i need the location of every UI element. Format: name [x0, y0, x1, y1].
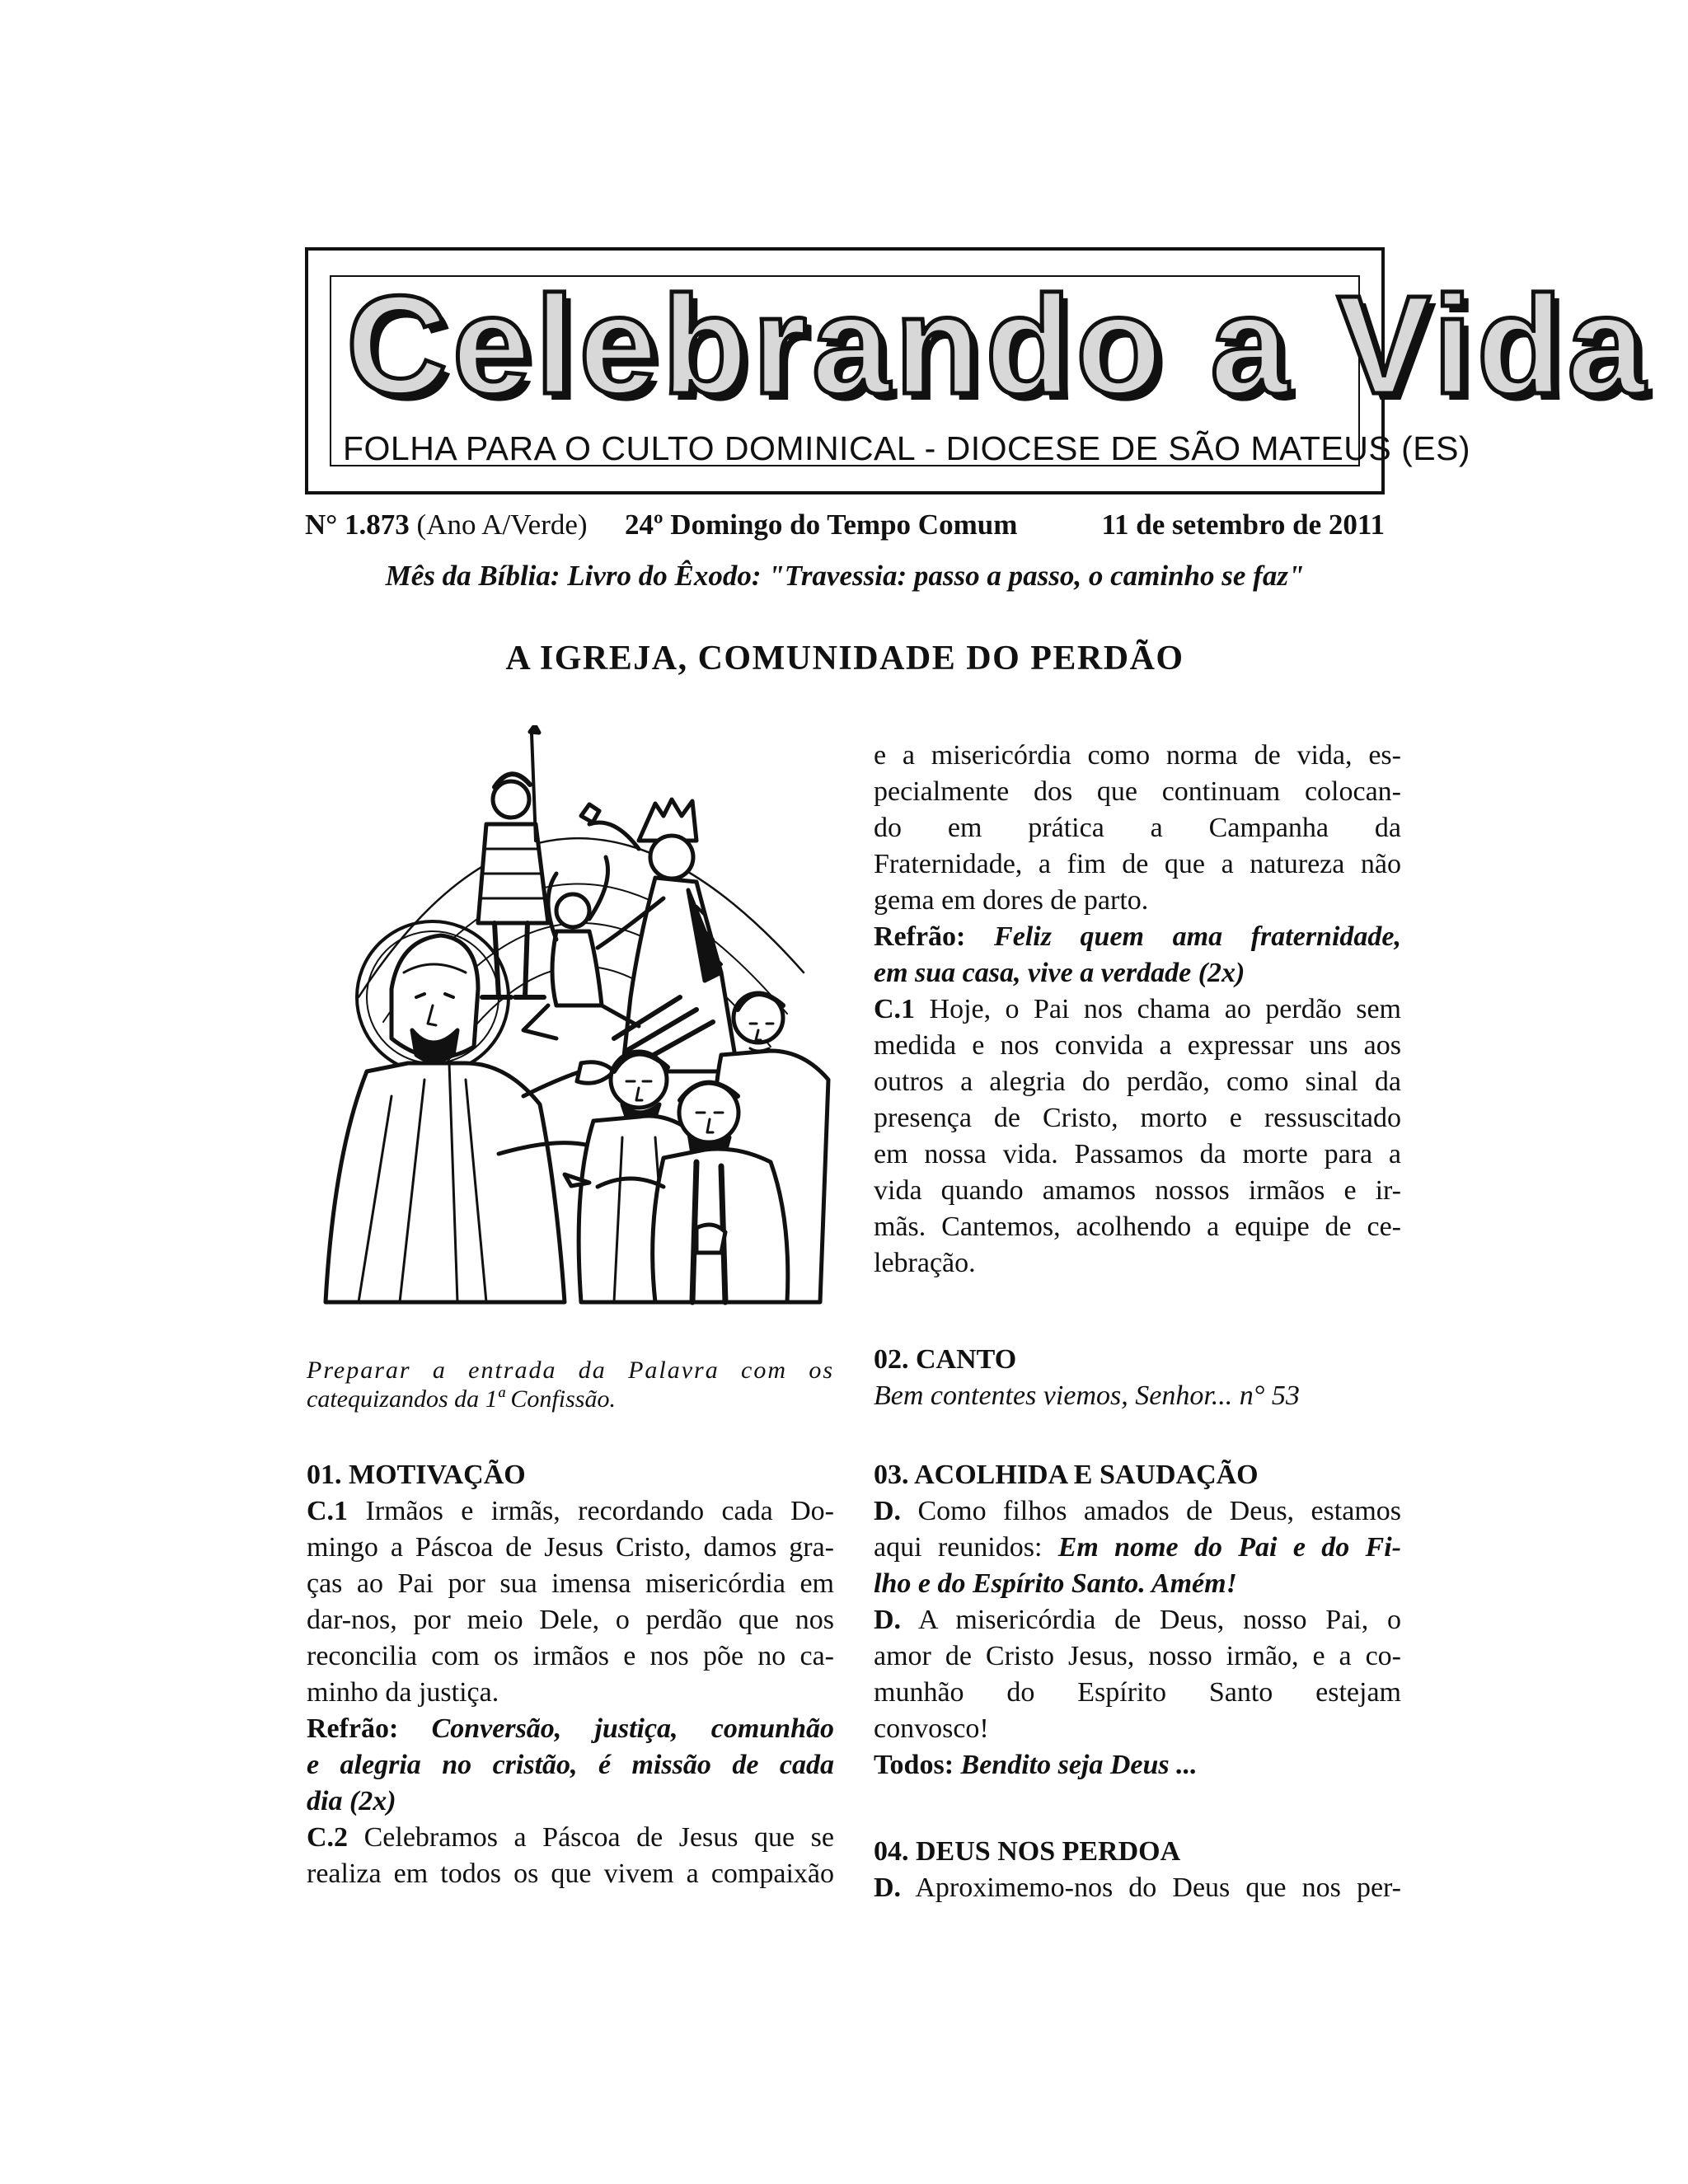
text-line: pecialmente dos que continuam colocan- [874, 776, 1401, 807]
masthead-inner-frame [330, 267, 1651, 467]
refrao-text: Feliz quem ama fraternidade, [994, 921, 1401, 952]
jesus-disciples-illustration [309, 725, 837, 1352]
text-line: medida e nos convida a expressar uns aos [874, 1030, 1401, 1061]
issue-number: N° 1.873 [305, 509, 410, 541]
illustration-caption [307, 1356, 834, 1413]
text-run: A misericórdia de Deus, nosso Pai, o [917, 1605, 1401, 1635]
todos-response: Bendito seja Deus ... [960, 1750, 1198, 1780]
section-02-canto [874, 1342, 1401, 1414]
text-line [874, 991, 1401, 1028]
response-text: lho e do Espírito Santo. Amém! [874, 1568, 1237, 1599]
text-line: munhão do Espírito Santo estejam [874, 1677, 1401, 1708]
publication-subtitle: FOLHA PARA O CULTO DOMINICAL - DIOCESE DE SÃO MATEUS (ES) [343, 429, 1471, 467]
page-title: A IGREJA, COMUNIDADE DO PERDÃO [505, 640, 1184, 677]
refrao-label: Refrão: [307, 1713, 399, 1744]
text-line: outros a alegria do perdão, como sinal da [874, 1066, 1401, 1097]
text-line [874, 1870, 1401, 1906]
speaker-label: D. [874, 1872, 902, 1903]
issue-year-color: (Ano A/Verde) [416, 509, 588, 541]
caption-line-1: Preparar a entrada da Palavra com os [307, 1357, 834, 1384]
text-line [874, 919, 1401, 955]
speaker-label: D. [874, 1605, 902, 1635]
text-line: mingo a Páscoa de Jesus Cristo, damos gra- [307, 1532, 834, 1563]
text-line: presença de Cristo, morto e ressuscitado [874, 1103, 1401, 1133]
caption-line-2: catequizandos da 1ª Confissão. [307, 1385, 616, 1413]
text-run: Hoje, o Pai nos chama ao perdão sem [929, 994, 1401, 1024]
text-run: aqui reunidos: [874, 1532, 1043, 1563]
text-line [874, 1602, 1401, 1638]
text-run: Irmãos e irmãs, recordando cada Do- [365, 1496, 834, 1526]
text-run: Celebramos a Páscoa de Jesus que se [363, 1822, 834, 1853]
issue-number-group [305, 509, 588, 541]
text-line: reconcilia com os irmãos e nos põe no ca- [307, 1641, 834, 1671]
section-heading: 04. DEUS NOS PERDOA [874, 1836, 1181, 1867]
text-run: Aproximemo-nos do Deus que nos per- [915, 1872, 1401, 1903]
text-line: lebração. [874, 1248, 976, 1278]
speaker-label: C.1 [874, 994, 916, 1024]
text-line: realiza em todos os que vivem a compaixão [307, 1858, 834, 1889]
section-01-motivacao [307, 1457, 834, 1892]
text-line: convosco! [874, 1713, 989, 1744]
speaker-label: D. [874, 1496, 902, 1526]
text-line: vida quando amamos nossos irmãos e ir- [874, 1175, 1401, 1206]
speaker-label: C.2 [307, 1822, 349, 1853]
refrao-text: Conversão, justiça, comunhão [431, 1713, 834, 1744]
section-heading: 03. ACOLHIDA E SAUDAÇÃO [874, 1460, 1259, 1490]
text-line: dar-nos, por meio Dele, o perdão que nos [307, 1605, 834, 1635]
todos-label: Todos: [874, 1750, 954, 1780]
text-line [307, 1820, 834, 1856]
masthead [305, 247, 1651, 494]
text-line: em nossa vida. Passamos da morte para a [874, 1139, 1401, 1169]
text-line [874, 1530, 1401, 1566]
text-line: do em prática a Campanha da [874, 813, 1401, 843]
refrao-text: em sua casa, vive a verdade (2x) [874, 958, 1245, 988]
response-text: Em nome do Pai e do Fi- [1057, 1532, 1402, 1563]
text-line: Fraternidade, a fim de que a natureza não [874, 849, 1401, 879]
refrao-label: Refrão: [874, 921, 966, 952]
text-line [307, 1711, 834, 1747]
publication-title: Celebrando a Vida [346, 267, 1651, 424]
issue-line [305, 509, 1385, 550]
song-reference: Bem contentes viemos, Senhor... n° 53 [874, 1380, 1300, 1411]
text-line: ças ao Pai por sua imensa misericórdia em [307, 1568, 834, 1599]
text-line: amor de Cristo Jesus, nosso irmão, e a co- [874, 1641, 1401, 1671]
section-04-deus-nos-perdoa [874, 1834, 1401, 1906]
refrao-text: dia (2x) [307, 1786, 396, 1816]
text-line: minho da justiça. [307, 1677, 499, 1708]
refrao-text: e alegria no cristão, é missão de cada [307, 1750, 834, 1780]
month-theme: Mês da Bíblia: Livro do Êxodo: "Travessia: passo a passo, o caminho se faz" [385, 560, 1305, 592]
section-heading: 01. MOTIVAÇÃO [307, 1460, 526, 1490]
section-03-acolhida [874, 1457, 1401, 1783]
text-line [874, 1747, 1401, 1783]
text-line [307, 1493, 834, 1530]
text-line: e a misericórdia como norma de vida, es- [874, 740, 1401, 771]
issue-sunday: 24º Domingo do Tempo Comum [625, 509, 1018, 541]
text-line: gema em dores de parto. [874, 885, 1149, 916]
text-line: mãs. Cantemos, acolhendo a equipe de ce- [874, 1212, 1401, 1242]
speaker-label: C.1 [307, 1496, 349, 1526]
text-line [874, 1493, 1401, 1530]
section-01-continuation [874, 738, 1401, 1282]
section-heading: 02. CANTO [874, 1344, 1017, 1375]
issue-date: 11 de setembro de 2011 [1101, 509, 1385, 541]
text-run: Como filhos amados de Deus, estamos [917, 1496, 1402, 1526]
